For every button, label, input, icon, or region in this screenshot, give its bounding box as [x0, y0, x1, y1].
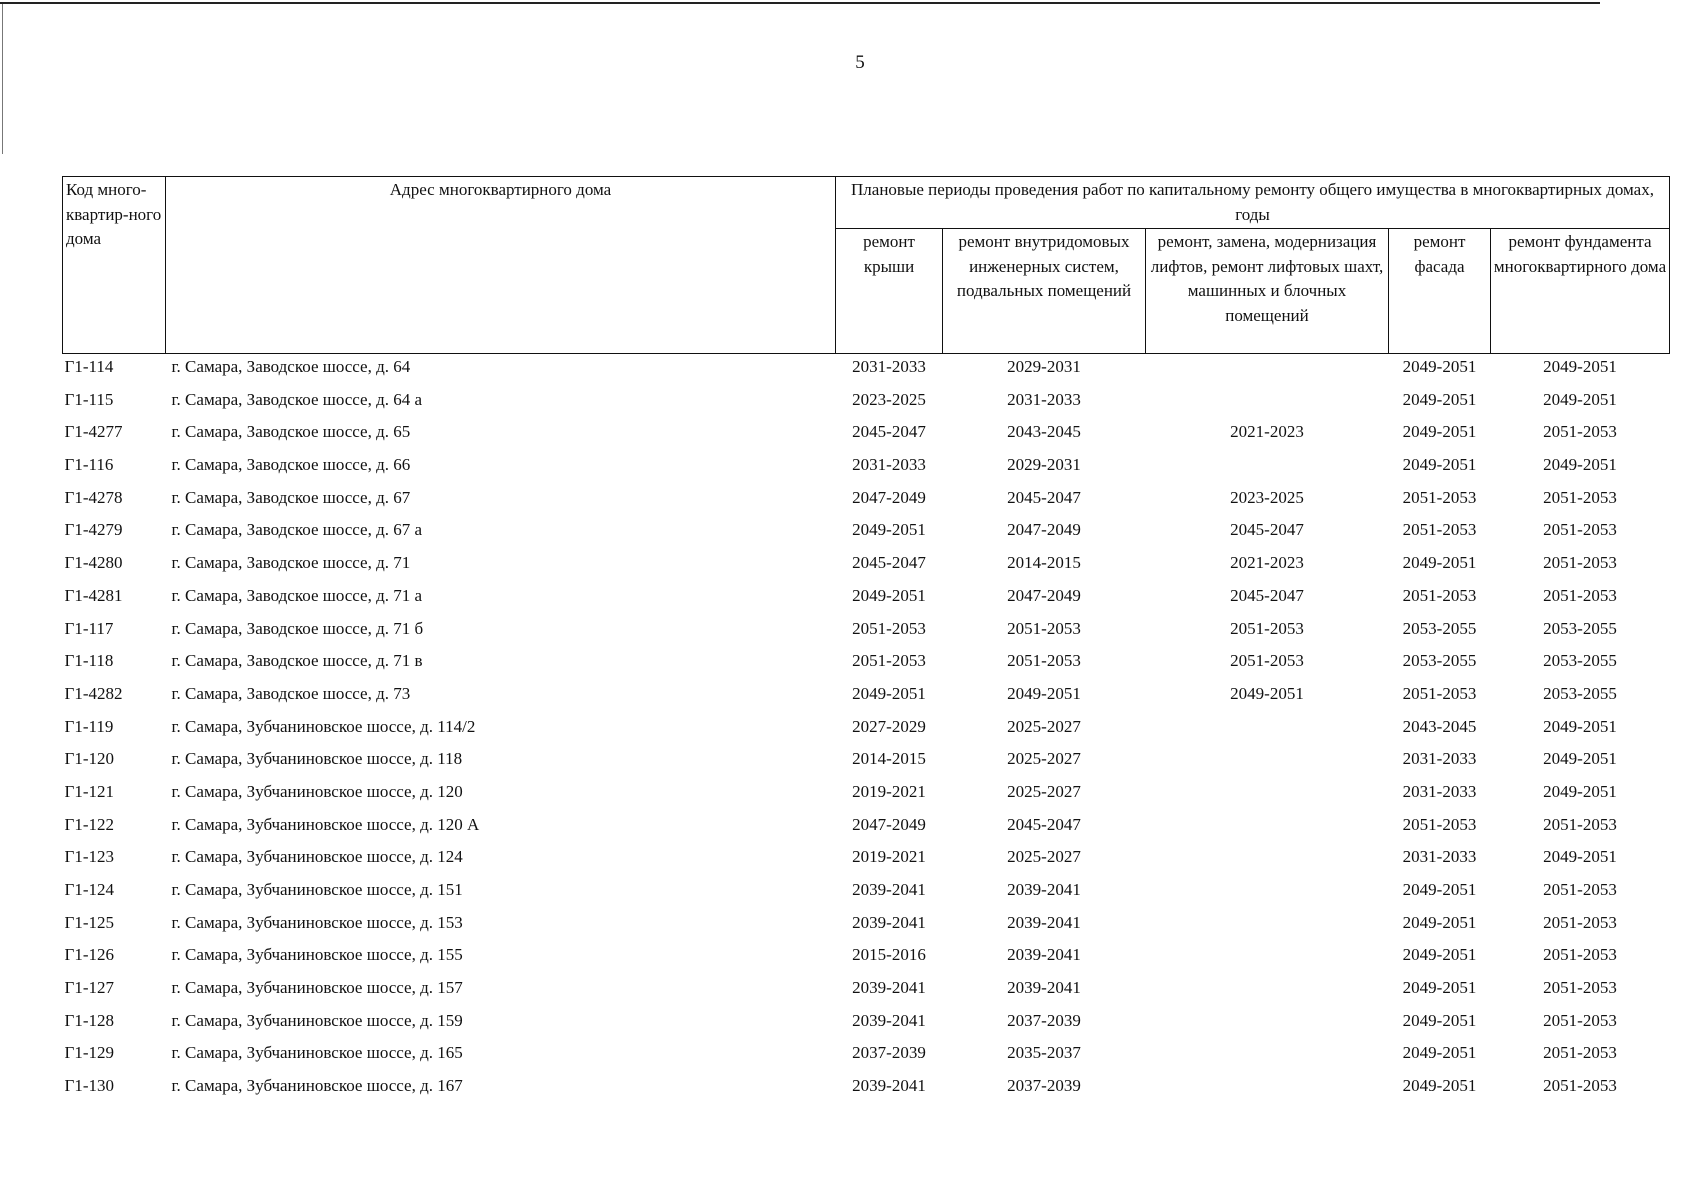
table-row	[63, 452, 1670, 485]
cell-lifts-period	[1146, 779, 1389, 812]
table-row	[63, 681, 1670, 714]
cell-address: г. Самара, Заводское шоссе, д. 67 а	[171, 520, 423, 540]
cell-lifts-period	[1146, 910, 1389, 943]
cell-foundation-period: 2051-2053	[1543, 978, 1617, 998]
cell-address: г. Самара, Заводское шоссе, д. 71 в	[171, 651, 423, 671]
cell-house-code: Г1-125	[64, 912, 114, 932]
capital-repair-schedule-table	[62, 176, 1670, 1106]
cell-house-code: Г1-4282	[64, 683, 123, 703]
cell-facade-period: 2049-2051	[1402, 880, 1477, 899]
cell-foundation-period: 2049-2051	[1543, 781, 1617, 801]
cell-house-code: Г1-124	[64, 880, 114, 899]
table-row	[63, 910, 1670, 943]
cell-roof-period: 2049-2051	[852, 520, 926, 540]
page-number: 5	[855, 52, 865, 73]
cell-foundation-period: 2049-2051	[1543, 455, 1617, 475]
cell-roof-period: 2039-2041	[852, 880, 926, 899]
cell-foundation-period: 2049-2051	[1543, 357, 1617, 376]
cell-address: г. Самара, Заводское шоссе, д. 73	[171, 683, 411, 703]
cell-lifts-period	[1146, 1040, 1389, 1073]
cell-address: г. Самара, Заводское шоссе, д. 67	[171, 487, 411, 507]
cell-roof-period: 2051-2053	[852, 651, 926, 671]
cell-house-code: Г1-118	[64, 651, 114, 671]
cell-house-code: Г1-129	[64, 1043, 114, 1063]
cell-house-code: Г1-119	[64, 716, 114, 736]
header-row-group	[63, 177, 1670, 229]
cell-address: г. Самара, Заводское шоссе, д. 64 а	[171, 389, 423, 409]
cell-lifts-period: 2021-2023	[1230, 553, 1304, 573]
table-row	[63, 583, 1670, 616]
cell-roof-period: 2045-2047	[852, 553, 926, 573]
cell-facade-period: 2051-2053	[1402, 683, 1477, 703]
table-row	[63, 648, 1670, 681]
cell-address: г. Самара, Заводское шоссе, д. 64	[171, 357, 411, 376]
cell-roof-period: 2039-2041	[852, 978, 926, 998]
cell-lifts-period: 2045-2047	[1230, 520, 1304, 540]
header-lifts-repair: ремонт, замена, модернизация лифтов, ремонт лифтовых шахт, машинных и блочных помещений	[1146, 229, 1389, 354]
cell-systems-period: 2025-2027	[1007, 716, 1081, 736]
cell-facade-period: 2051-2053	[1402, 814, 1477, 834]
cell-house-code: Г1-128	[64, 1010, 114, 1030]
cell-foundation-period: 2049-2051	[1543, 749, 1617, 769]
cell-facade-period: 2049-2051	[1402, 1043, 1477, 1063]
cell-systems-period: 2047-2049	[1007, 520, 1081, 540]
table-row	[63, 812, 1670, 845]
cell-systems-period: 2025-2027	[1007, 847, 1081, 867]
cell-facade-period: 2049-2051	[1402, 455, 1477, 475]
table-row	[63, 1073, 1670, 1106]
cell-facade-period: 2049-2051	[1402, 978, 1477, 998]
cell-house-code: Г1-117	[64, 618, 114, 638]
table-row	[63, 779, 1670, 812]
cell-roof-period: 2039-2041	[852, 1076, 926, 1096]
cell-foundation-period: 2049-2051	[1543, 716, 1617, 736]
cell-roof-period: 2037-2039	[852, 1043, 926, 1063]
cell-foundation-period: 2053-2055	[1543, 651, 1617, 671]
header-systems-repair: ремонт внутридомовых инженерных систем, подвальных помещений	[943, 229, 1146, 354]
cell-systems-period: 2025-2027	[1007, 749, 1081, 769]
cell-facade-period: 2043-2045	[1402, 716, 1477, 736]
cell-roof-period: 2051-2053	[852, 618, 926, 638]
cell-facade-period: 2049-2051	[1402, 422, 1477, 442]
cell-systems-period: 2039-2041	[1007, 978, 1081, 998]
cell-foundation-period: 2051-2053	[1543, 1076, 1617, 1096]
cell-house-code: Г1-4277	[64, 422, 123, 442]
cell-address: г. Самара, Зубчаниновское шоссе, д. 120 А	[171, 814, 480, 834]
cell-facade-period: 2049-2051	[1402, 553, 1477, 573]
cell-systems-period: 2029-2031	[1007, 455, 1081, 475]
cell-house-code: Г1-115	[64, 389, 114, 409]
cell-house-code: Г1-127	[64, 978, 114, 998]
cell-facade-period: 2049-2051	[1402, 389, 1477, 409]
cell-address: г. Самара, Заводское шоссе, д. 71 а	[171, 585, 423, 605]
cell-systems-period: 2039-2041	[1007, 945, 1081, 965]
cell-foundation-period: 2051-2053	[1543, 912, 1617, 932]
cell-address: г. Самара, Зубчаниновское шоссе, д. 124	[171, 847, 463, 867]
cell-lifts-period: 2021-2023	[1230, 422, 1304, 442]
cell-address: г. Самара, Заводское шоссе, д. 65	[171, 422, 411, 442]
cell-lifts-period: 2023-2025	[1230, 487, 1304, 507]
cell-lifts-period: 2051-2053	[1230, 651, 1304, 671]
cell-address: г. Самара, Заводское шоссе, д. 71 б	[171, 618, 424, 638]
table-row	[63, 485, 1670, 518]
cell-house-code: Г1-114	[64, 357, 114, 376]
cell-address: г. Самара, Зубчаниновское шоссе, д. 167	[171, 1076, 463, 1096]
cell-foundation-period: 2051-2053	[1543, 945, 1617, 965]
cell-foundation-period: 2051-2053	[1543, 520, 1617, 540]
cell-foundation-period: 2051-2053	[1543, 553, 1617, 573]
cell-address: г. Самара, Зубчаниновское шоссе, д. 118	[171, 749, 463, 769]
cell-systems-period: 2039-2041	[1007, 912, 1081, 932]
cell-house-code: Г1-4278	[64, 487, 123, 507]
cell-address: г. Самара, Зубчаниновское шоссе, д. 159	[171, 1010, 463, 1030]
cell-systems-period: 2037-2039	[1007, 1010, 1081, 1030]
cell-address: г. Самара, Зубчаниновское шоссе, д. 114/2	[171, 716, 476, 736]
cell-systems-period: 2043-2045	[1007, 422, 1081, 442]
cell-systems-period: 2047-2049	[1007, 585, 1081, 605]
cell-lifts-period	[1146, 877, 1389, 910]
header-roof-repair: ремонт крыши	[836, 229, 943, 354]
cell-foundation-period: 2051-2053	[1543, 487, 1617, 507]
cell-facade-period: 2049-2051	[1402, 357, 1477, 376]
table-row	[63, 517, 1670, 550]
cell-lifts-period	[1146, 1008, 1389, 1041]
cell-house-code: Г1-126	[64, 945, 114, 965]
cell-lifts-period	[1146, 714, 1389, 747]
table-row	[63, 419, 1670, 452]
cell-address: г. Самара, Зубчаниновское шоссе, д. 157	[171, 978, 463, 998]
table-row	[63, 1008, 1670, 1041]
cell-foundation-period: 2051-2053	[1543, 1010, 1617, 1030]
cell-foundation-period: 2049-2051	[1543, 847, 1617, 867]
table-row	[63, 877, 1670, 910]
cell-address: г. Самара, Зубчаниновское шоссе, д. 155	[171, 945, 463, 965]
cell-foundation-period: 2051-2053	[1543, 880, 1617, 899]
cell-foundation-period: 2053-2055	[1543, 683, 1617, 703]
cell-roof-period: 2019-2021	[852, 847, 926, 867]
cell-house-code: Г1-123	[64, 847, 114, 867]
cell-roof-period: 2049-2051	[852, 683, 926, 703]
cell-systems-period: 2037-2039	[1007, 1076, 1081, 1096]
cell-lifts-period	[1146, 1073, 1389, 1106]
cell-facade-period: 2053-2055	[1402, 618, 1477, 638]
cell-roof-period: 2039-2041	[852, 1010, 926, 1030]
cell-facade-period: 2031-2033	[1402, 847, 1477, 867]
cell-facade-period: 2049-2051	[1402, 1076, 1477, 1096]
cell-lifts-period	[1146, 746, 1389, 779]
cell-address: г. Самара, Зубчаниновское шоссе, д. 165	[171, 1043, 463, 1063]
cell-address: г. Самара, Заводское шоссе, д. 66	[171, 455, 411, 475]
table-row	[63, 616, 1670, 649]
cell-systems-period: 2031-2033	[1007, 389, 1081, 409]
page-top-border	[0, 2, 1600, 4]
cell-house-code: Г1-130	[64, 1076, 114, 1096]
cell-systems-period: 2049-2051	[1007, 683, 1081, 703]
cell-foundation-period: 2049-2051	[1543, 389, 1617, 409]
cell-facade-period: 2049-2051	[1402, 1010, 1477, 1030]
cell-roof-period: 2045-2047	[852, 422, 926, 442]
cell-systems-period: 2035-2037	[1007, 1043, 1081, 1063]
cell-roof-period: 2047-2049	[852, 487, 926, 507]
cell-roof-period: 2047-2049	[852, 814, 926, 834]
cell-systems-period: 2039-2041	[1007, 880, 1081, 899]
table-row	[63, 975, 1670, 1008]
cell-facade-period: 2049-2051	[1402, 912, 1477, 932]
cell-house-code: Г1-4280	[64, 553, 123, 573]
cell-facade-period: 2031-2033	[1402, 749, 1477, 769]
cell-roof-period: 2019-2021	[852, 781, 926, 801]
cell-roof-period: 2015-2016	[852, 945, 926, 965]
table-body	[63, 354, 1670, 1106]
cell-roof-period: 2014-2015	[852, 749, 926, 769]
header-planned-periods: Плановые периоды проведения работ по капитальному ремонту общего имущества в многоквартирных домах, годы	[836, 177, 1670, 229]
cell-roof-period: 2049-2051	[852, 585, 926, 605]
table-row	[63, 714, 1670, 747]
cell-house-code: Г1-4279	[64, 520, 123, 540]
cell-address: г. Самара, Зубчаниновское шоссе, д. 151	[171, 880, 463, 899]
cell-systems-period: 2029-2031	[1007, 357, 1081, 376]
table-row	[63, 1040, 1670, 1073]
page-left-border	[2, 4, 3, 154]
cell-facade-period: 2051-2053	[1402, 520, 1477, 540]
cell-lifts-period	[1146, 387, 1389, 420]
cell-address: г. Самара, Зубчаниновское шоссе, д. 120	[171, 781, 463, 801]
cell-lifts-period	[1146, 354, 1389, 387]
cell-systems-period: 2045-2047	[1007, 814, 1081, 834]
table-row	[63, 746, 1670, 779]
cell-house-code: Г1-121	[64, 781, 114, 801]
table-header	[63, 177, 1670, 354]
cell-house-code: Г1-120	[64, 749, 114, 769]
table-row	[63, 942, 1670, 975]
table-row	[63, 550, 1670, 583]
cell-foundation-period: 2053-2055	[1543, 618, 1617, 638]
cell-systems-period: 2051-2053	[1007, 618, 1081, 638]
cell-facade-period: 2051-2053	[1402, 585, 1477, 605]
cell-foundation-period: 2051-2053	[1543, 422, 1617, 442]
cell-facade-period: 2053-2055	[1402, 651, 1477, 671]
cell-lifts-period: 2045-2047	[1230, 585, 1304, 605]
cell-lifts-period	[1146, 844, 1389, 877]
cell-house-code: Г1-122	[64, 814, 114, 834]
cell-facade-period: 2051-2053	[1402, 487, 1477, 507]
cell-lifts-period	[1146, 452, 1389, 485]
header-foundation-repair: ремонт фундамента многоквартирного дома	[1491, 229, 1670, 354]
cell-roof-period: 2023-2025	[852, 389, 926, 409]
cell-address: г. Самара, Заводское шоссе, д. 71	[171, 553, 411, 573]
cell-lifts-period: 2049-2051	[1230, 683, 1304, 703]
cell-address: г. Самара, Зубчаниновское шоссе, д. 153	[171, 912, 463, 932]
cell-roof-period: 2039-2041	[852, 912, 926, 932]
cell-facade-period: 2049-2051	[1402, 945, 1477, 965]
cell-lifts-period	[1146, 975, 1389, 1008]
cell-roof-period: 2031-2033	[852, 357, 926, 376]
cell-systems-period: 2045-2047	[1007, 487, 1081, 507]
cell-lifts-period	[1146, 812, 1389, 845]
table-row	[63, 844, 1670, 877]
cell-facade-period: 2031-2033	[1402, 781, 1477, 801]
cell-house-code: Г1-116	[64, 455, 114, 475]
cell-systems-period: 2051-2053	[1007, 651, 1081, 671]
table-row	[63, 354, 1670, 387]
header-house-code: Код много-квартир-ного дома	[63, 177, 166, 354]
cell-foundation-period: 2051-2053	[1543, 1043, 1617, 1063]
header-facade-repair: ремонт фасада	[1389, 229, 1491, 354]
header-address: Адрес многоквартирного дома	[166, 177, 836, 354]
cell-lifts-period	[1146, 942, 1389, 975]
cell-house-code: Г1-4281	[64, 585, 123, 605]
cell-lifts-period: 2051-2053	[1230, 618, 1304, 638]
cell-roof-period: 2027-2029	[852, 716, 926, 736]
cell-foundation-period: 2051-2053	[1543, 585, 1617, 605]
cell-roof-period: 2031-2033	[852, 455, 926, 475]
cell-foundation-period: 2051-2053	[1543, 814, 1617, 834]
cell-systems-period: 2025-2027	[1007, 781, 1081, 801]
table-row	[63, 387, 1670, 420]
cell-systems-period: 2014-2015	[1007, 553, 1081, 573]
